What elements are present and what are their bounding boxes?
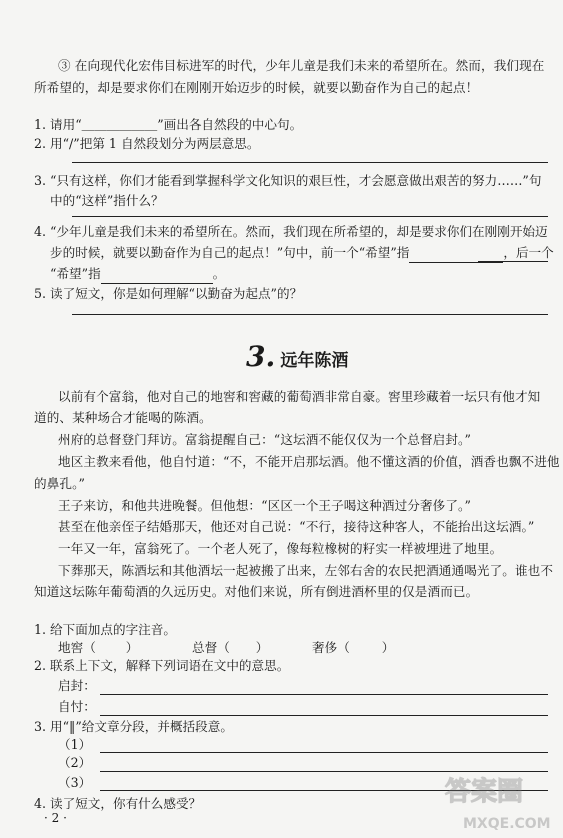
question-5: 5. 读了短文，你是如何理解“以勤奋为起点”的？	[34, 286, 303, 301]
question-4-text-c: “希望”指	[50, 266, 101, 281]
story-line: 州府的总督登门拜访。富翁提醒自己：“这坛酒不能仅仅为一个总督启封。”	[58, 432, 471, 447]
segment-label: （1）	[58, 737, 92, 752]
paren-open: （	[83, 640, 96, 655]
pinyin-item-1	[58, 638, 138, 658]
answer-blank[interactable]	[101, 269, 213, 284]
watermark-text: 答案圈	[445, 777, 524, 807]
answer-line[interactable]	[72, 314, 548, 315]
story-line: 以前有个富翁，他对自己的地窖和窖藏的葡萄酒非常自豪。窖里珍藏着一坛只有他才知	[58, 389, 541, 404]
answer-line[interactable]	[72, 216, 548, 217]
question-4-line-3	[50, 264, 225, 284]
question-3: 3. 用“‖”给文章分段，并概括段意。	[34, 719, 233, 734]
section-number: 3.	[246, 340, 276, 373]
watermark-logo	[437, 770, 555, 836]
answer-blank[interactable]	[478, 261, 548, 262]
story-line: 道的、某种场合才能喝的陈酒。	[34, 410, 212, 425]
question-2: 2. 用“/”把第 1 自然段划分为两层意思。	[34, 136, 260, 151]
section-title	[246, 340, 348, 373]
pinyin-word: 地窖	[58, 640, 84, 655]
segment-label: （3）	[58, 775, 92, 790]
story-line: 王子来访，和他共进晚餐。但他想：“区区一个王子喝这种酒过分奢侈了。”	[58, 498, 471, 513]
segment-label: （2）	[58, 755, 92, 770]
watermark-url: MXQE.COM	[463, 816, 551, 832]
paren-close: ）	[125, 640, 139, 655]
pinyin-word: 奢侈	[312, 640, 338, 655]
question-1: 1. 给下面加点的字注音。	[34, 622, 176, 637]
pinyin-word: 总督	[192, 640, 218, 655]
question-4-text-a: 步的时候，就要以勤奋作为自己的起点！”句中，前一个“希望”指	[50, 245, 410, 260]
term-label: 自忖：	[58, 699, 96, 714]
question-4: 4. 读了短文，你有什么感受？	[34, 796, 202, 811]
story-line: 一年又一年，富翁死了。一个老人死了，像每粒橡树的籽实一样被埋进了地里。	[58, 541, 503, 556]
question-4-line-1: 4. “少年儿童是我们未来的希望所在。然而，我们现在所希望的，却是要求你们在刚刚开始迈	[34, 224, 548, 239]
answer-line[interactable]	[100, 694, 548, 695]
story-line: 下葬那天，陈酒坛和其他酒坛一起被搬了出来，左邻右舍的农民把酒通通喝光了。谁也不	[58, 563, 554, 578]
story-line: 的鼻孔。”	[34, 476, 86, 491]
question-2: 2. 联系上下文，解释下列词语在文中的意思。	[34, 658, 290, 673]
answer-line[interactable]	[72, 162, 548, 163]
section-name: 远年陈酒	[280, 351, 349, 371]
question-1: 1. 请用“＿＿＿＿＿＿”画出各自然段的中心句。	[34, 117, 303, 132]
paren-close: ）	[255, 640, 269, 655]
pinyin-item-2	[192, 638, 268, 658]
paren-close: ）	[381, 640, 395, 655]
question-3-line-2: 中的“这样”指什么？	[50, 193, 164, 208]
story-line: 甚至在他亲侄子结婚那天，他还对自己说：“不行，接待这种客人，不能抬出这坛酒。”	[58, 519, 535, 534]
story-line: 知道这坛陈年葡萄酒的久远历史。对他们来说，所有倒进酒杯里的仅是酒而已。	[34, 584, 479, 599]
passage-paragraph-3-line-1: ③ 在向现代化宏伟目标进军的时代，少年儿童是我们未来的希望所在。然而，我们现在	[58, 58, 545, 73]
story-line: 地区主教来看他，他自忖道：“不，不能开启那坛酒。他不懂这酒的价值，酒香也飘不进他	[58, 454, 560, 469]
answer-line[interactable]	[100, 715, 548, 716]
page-number: · 2 ·	[44, 811, 67, 825]
passage-paragraph-3-line-2: 所希望的，却是要求你们在刚刚开始迈步的时候，就要以勤奋作为自己的起点！	[34, 80, 479, 95]
term-label: 启封：	[58, 678, 96, 693]
question-3-line-1: 3. “只有这样，你们才能看到掌握科学文化知识的艰巨性，才会愿意做出艰苦的努力……”句	[34, 173, 542, 188]
pinyin-item-3	[312, 638, 394, 658]
paren-open: （	[337, 640, 350, 655]
question-4-text-b: ，后一个	[503, 245, 554, 260]
paren-open: （	[217, 640, 230, 655]
answer-line[interactable]	[100, 752, 548, 753]
question-4-text-d: 。	[212, 266, 226, 281]
question-4-line-2	[50, 243, 554, 263]
